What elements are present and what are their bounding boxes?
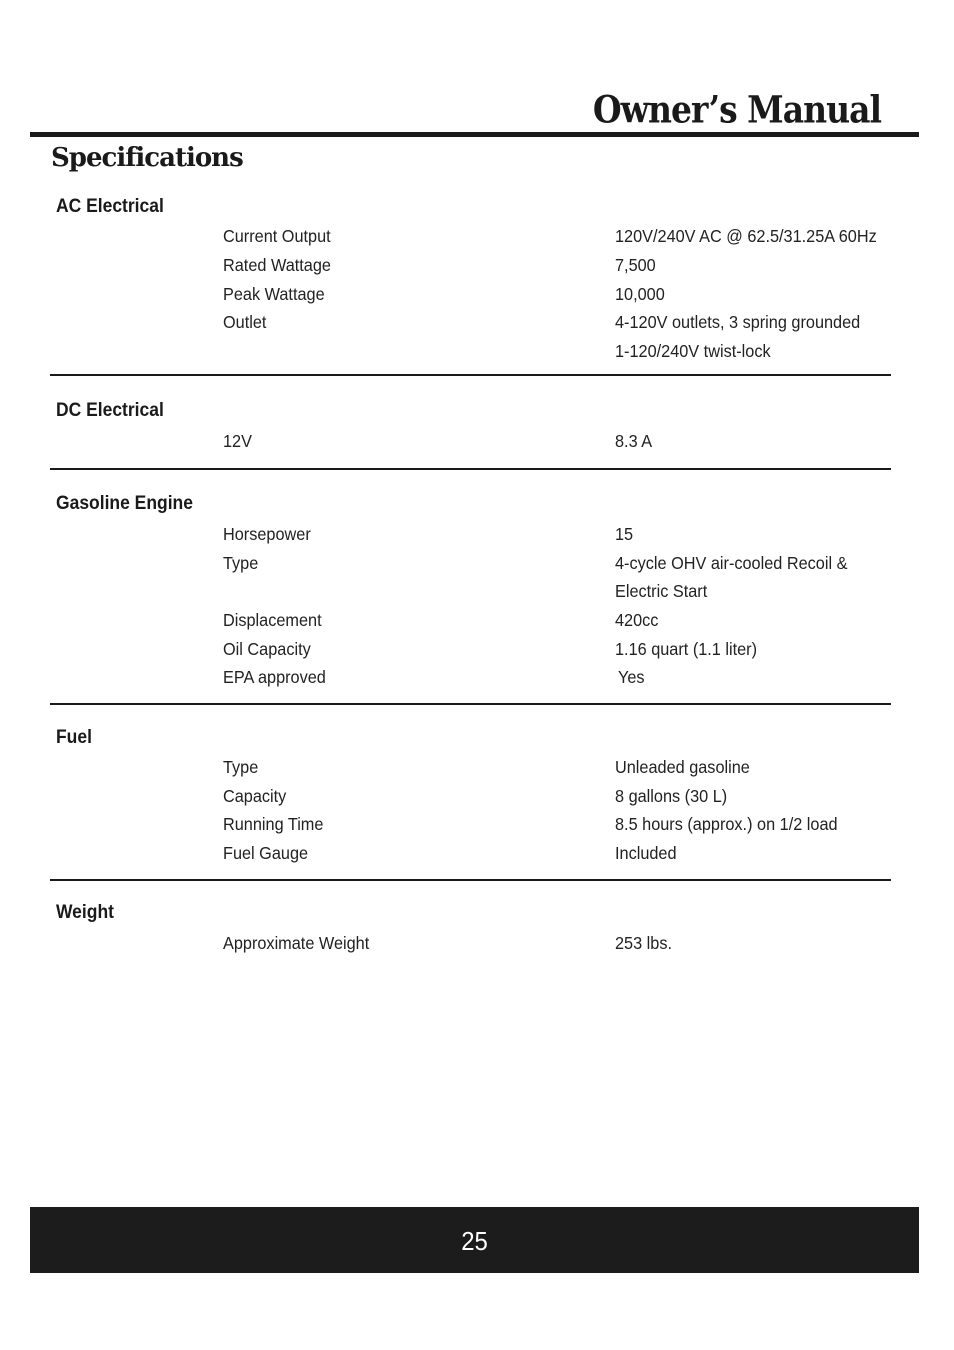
spec-value: 1.16 quart (1.1 liter) [615, 639, 758, 659]
page-number: 25 [461, 1226, 488, 1256]
spec-value: Electric Start [615, 581, 708, 601]
spec-label: Horsepower [223, 524, 311, 544]
manual-title: Owner’s Manual [592, 88, 881, 132]
title-rule [30, 132, 919, 137]
page-heading: Specifications [51, 143, 243, 173]
section-title: AC Electrical [56, 196, 164, 217]
spec-value: Yes [618, 667, 645, 687]
spec-label: Current Output [223, 226, 331, 246]
section-divider [50, 374, 891, 376]
section-title: Weight [56, 902, 114, 923]
spec-value: Included [615, 843, 677, 863]
spec-value: 120V/240V AC @ 62.5/31.25A 60Hz [615, 226, 877, 246]
spec-value: 253 lbs. [615, 933, 673, 953]
spec-value: 420cc [615, 610, 659, 630]
spec-value: 8 gallons (30 L) [615, 786, 728, 806]
spec-value: Unleaded gasoline [615, 757, 750, 777]
section-divider [50, 468, 891, 470]
section-title: Fuel [56, 727, 92, 748]
footer-bar [30, 1207, 919, 1273]
spec-label: Approximate Weight [223, 933, 370, 953]
spec-value: 10,000 [615, 284, 665, 304]
spec-label: Peak Wattage [223, 284, 325, 304]
spec-label: Outlet [223, 312, 267, 332]
spec-label: Capacity [223, 786, 287, 806]
spec-label: 12V [223, 431, 252, 451]
spec-label: Type [223, 757, 259, 777]
spec-value: 15 [615, 524, 634, 544]
spec-value: 4-120V outlets, 3 spring grounded [615, 312, 861, 332]
section-divider [50, 703, 891, 705]
spec-label: Type [223, 553, 259, 573]
spec-label: Fuel Gauge [223, 843, 309, 863]
spec-label: Rated Wattage [223, 255, 331, 275]
spec-value: 8.3 A [615, 431, 653, 451]
section-title: DC Electrical [56, 400, 164, 421]
spec-label: Running Time [223, 814, 324, 834]
spec-label: Displacement [223, 610, 322, 630]
section-divider [50, 879, 891, 881]
spec-value: 8.5 hours (approx.) on 1/2 load [615, 814, 838, 834]
spec-value: 7,500 [615, 255, 656, 275]
spec-label: EPA approved [223, 667, 326, 687]
spec-value: 4-cycle OHV air-cooled Recoil & [615, 553, 848, 573]
spec-value: 1-120/240V twist-lock [615, 341, 771, 361]
spec-label: Oil Capacity [223, 639, 311, 659]
section-title: Gasoline Engine [56, 493, 193, 514]
